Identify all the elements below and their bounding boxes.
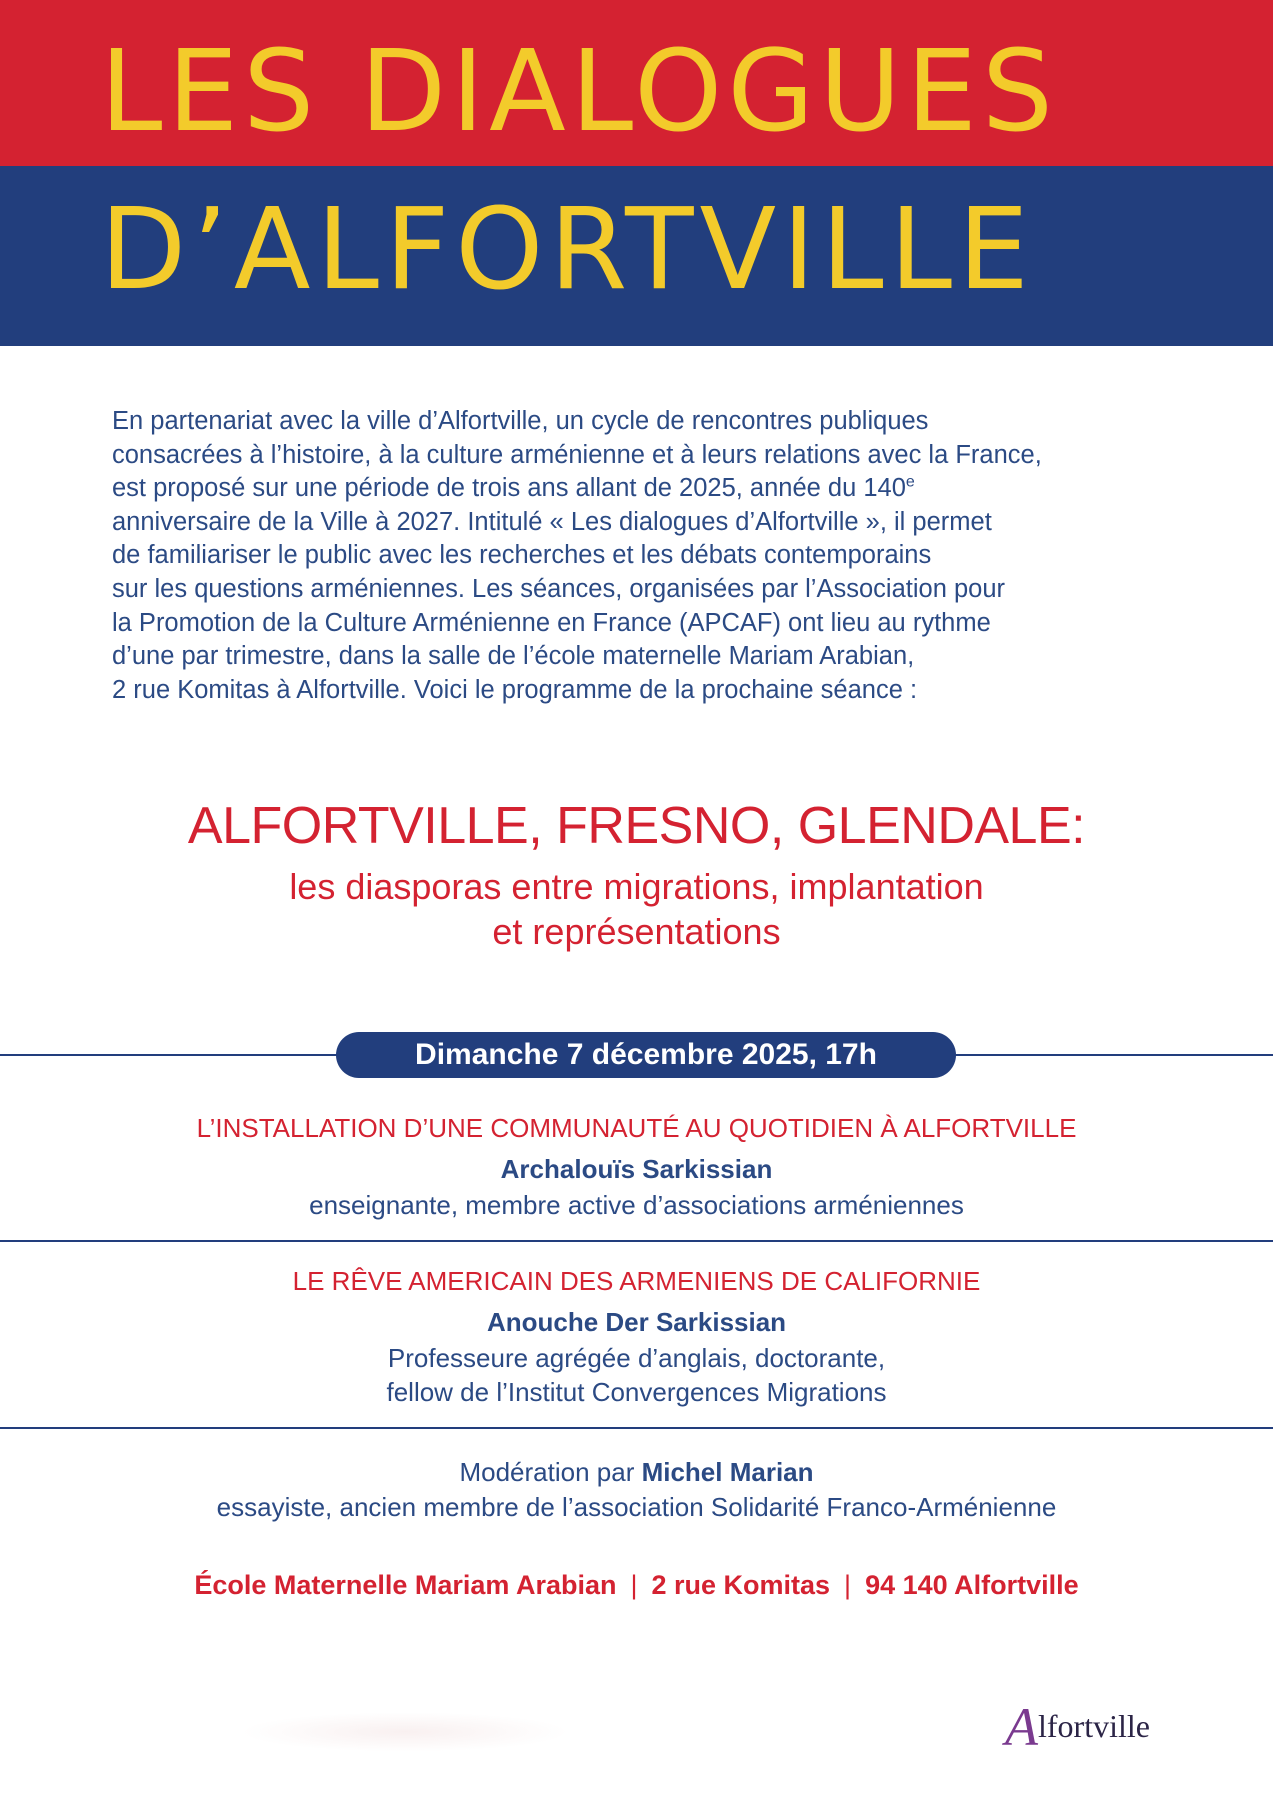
talk-2-description-line-1: Professeure agrégée d’anglais, doctorante, — [387, 1343, 886, 1373]
logo-initial: A — [1005, 1697, 1038, 1757]
intro-line: 2 rue Komitas à Alfortville. Voici le programme de la prochaine séance : — [112, 675, 918, 704]
talk-2-speaker: Anouche Der Sarkissian — [486, 1307, 787, 1337]
date-badge: Dimanche 7 décembre 2025, 17h — [336, 1032, 956, 1078]
address-venue: École Maternelle Mariam Arabian — [194, 1570, 617, 1600]
topic-subtitle-line-2: et représentations — [492, 911, 781, 952]
address-separator: | — [630, 1570, 638, 1600]
talk-2-title: LE RÊVE AMERICAIN DES ARMENIENS DE CALIFORNIE — [292, 1266, 981, 1296]
address-street: 2 rue Komitas — [651, 1570, 831, 1600]
title-line-1: LES DIALOGUES — [100, 27, 1058, 157]
talk-1-description: enseignante, membre active d’associations arméniennes — [309, 1190, 964, 1220]
address-city: 94 140 Alfortville — [865, 1570, 1079, 1600]
moderation-line — [0, 1457, 1273, 1488]
intro-line: sur les questions arméniennes. Les séances, organisées par l’Association pour — [112, 574, 1005, 603]
intro-line: consacrées à l’histoire, à la culture arménienne et à leurs relations avec la France, — [112, 440, 1042, 469]
moderation-divider — [0, 1427, 1273, 1429]
ordinal-suffix: e — [905, 473, 915, 491]
intro-line: d’une par trimestre, dans la salle de l’école maternelle Mariam Arabian, — [112, 642, 915, 671]
talk-divider — [0, 1240, 1273, 1242]
intro-line: de familiariser le public avec les recherches et les débats contemporains — [112, 541, 932, 570]
talk-2-description-line-2: fellow de l’Institut Convergences Migrations — [386, 1377, 887, 1407]
faint-watermark — [240, 1712, 570, 1752]
intro-paragraph — [112, 405, 1192, 707]
venue-address — [0, 1570, 1273, 1601]
address-separator: | — [844, 1570, 852, 1600]
topic-subtitle-line-1: les diasporas entre migrations, implantation — [289, 866, 984, 907]
intro-line: En partenariat avec la ville d’Alfortville, un cycle de rencontres publiques — [112, 407, 929, 435]
title-line-2: D’ALFORTVILLE — [100, 185, 1035, 315]
talk-1-title: L’INSTALLATION D’UNE COMMUNAUTÉ AU QUOTIDIEN À ALFORTVILLE — [196, 1113, 1077, 1143]
alfortville-logo — [1005, 1696, 1150, 1758]
intro-line-text: est proposé sur une période de trois ans allant de 2025, année du 140 — [112, 474, 906, 503]
moderator-name: Michel Marian — [641, 1457, 814, 1487]
intro-line: la Promotion de la Culture Arménienne en France (APCAF) ont lieu au rythme — [112, 608, 991, 637]
intro-line — [112, 472, 1192, 506]
moderator-description: essayiste, ancien membre de l’association Solidarité Franco-Arménienne — [216, 1492, 1057, 1522]
moderation-prefix: Modération par — [459, 1457, 642, 1487]
talk-1-speaker: Archalouïs Sarkissian — [500, 1154, 773, 1184]
topic-title: ALFORTVILLE, FRESNO, GLENDALE: — [187, 797, 1086, 855]
intro-line: anniversaire de la Ville à 2027. Intitulé « Les dialogues d’Alfortville », il permet — [112, 507, 992, 536]
logo-text: lfortville — [1038, 1708, 1150, 1744]
